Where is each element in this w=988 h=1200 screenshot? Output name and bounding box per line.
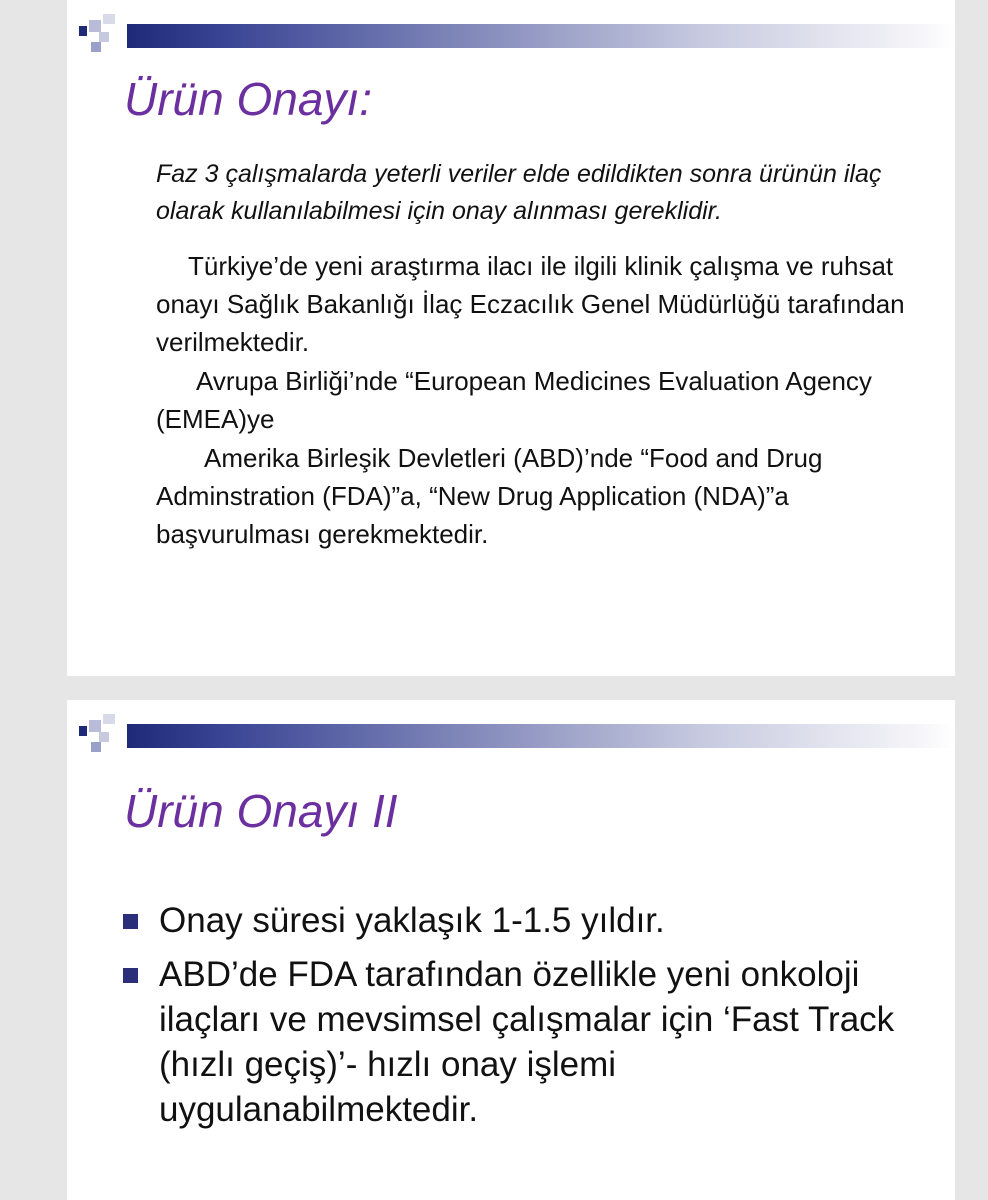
slide-title: Ürün Onayı II [124,785,398,837]
slide-2 [67,700,955,1200]
paragraph-turkiye: Türkiye’de yeni araştırma ilacı ile ilgili klinik çalışma ve ruhsat onayı Sağlık Bakanlığı İlaç Eczacılık Genel Müdürlüğü tarafından verilmektedir. [156,251,905,357]
bullet-text: ABD’de FDA tarafından özellikle yeni onkoloji ilaçları ve mevsimsel çalışmalar için ‘Fast Track (hızlı geçiş)’- hızlı onay işlemi uygulanabilmektedir. [159,955,895,1129]
paragraph-avrupa: Avrupa Birliği’nde “European Medicines Evaluation Agency (EMEA)ye [156,366,872,434]
header-bar [127,724,955,748]
header-bar [127,24,955,48]
paragraph-amerika: Amerika Birleşik Devletleri (ABD)’nde “Food and Drug Adminstration (FDA)”a, “New Drug Application (NDA)”a başvurulması gerekmektedir. [156,443,823,549]
list-item [122,898,922,943]
list-item [122,952,922,1132]
slide-body [156,156,916,554]
square-bullet-icon [123,968,138,983]
bullet-list [122,898,922,1141]
slide-title: Ürün Onayı: [124,73,372,125]
bullet-text: Onay süresi yaklaşık 1-1.5 yıldır. [159,901,665,940]
header-decoration-icon [75,714,135,764]
header-decoration-icon [75,14,135,64]
slide-1 [67,0,955,676]
square-bullet-icon [123,914,138,929]
paragraph-faz3: Faz 3 çalışmalarda yeterli veriler elde edildikten sonra ürünün ilaç olarak kullanılabilmesi için onay alınması gereklidir. [156,160,882,225]
